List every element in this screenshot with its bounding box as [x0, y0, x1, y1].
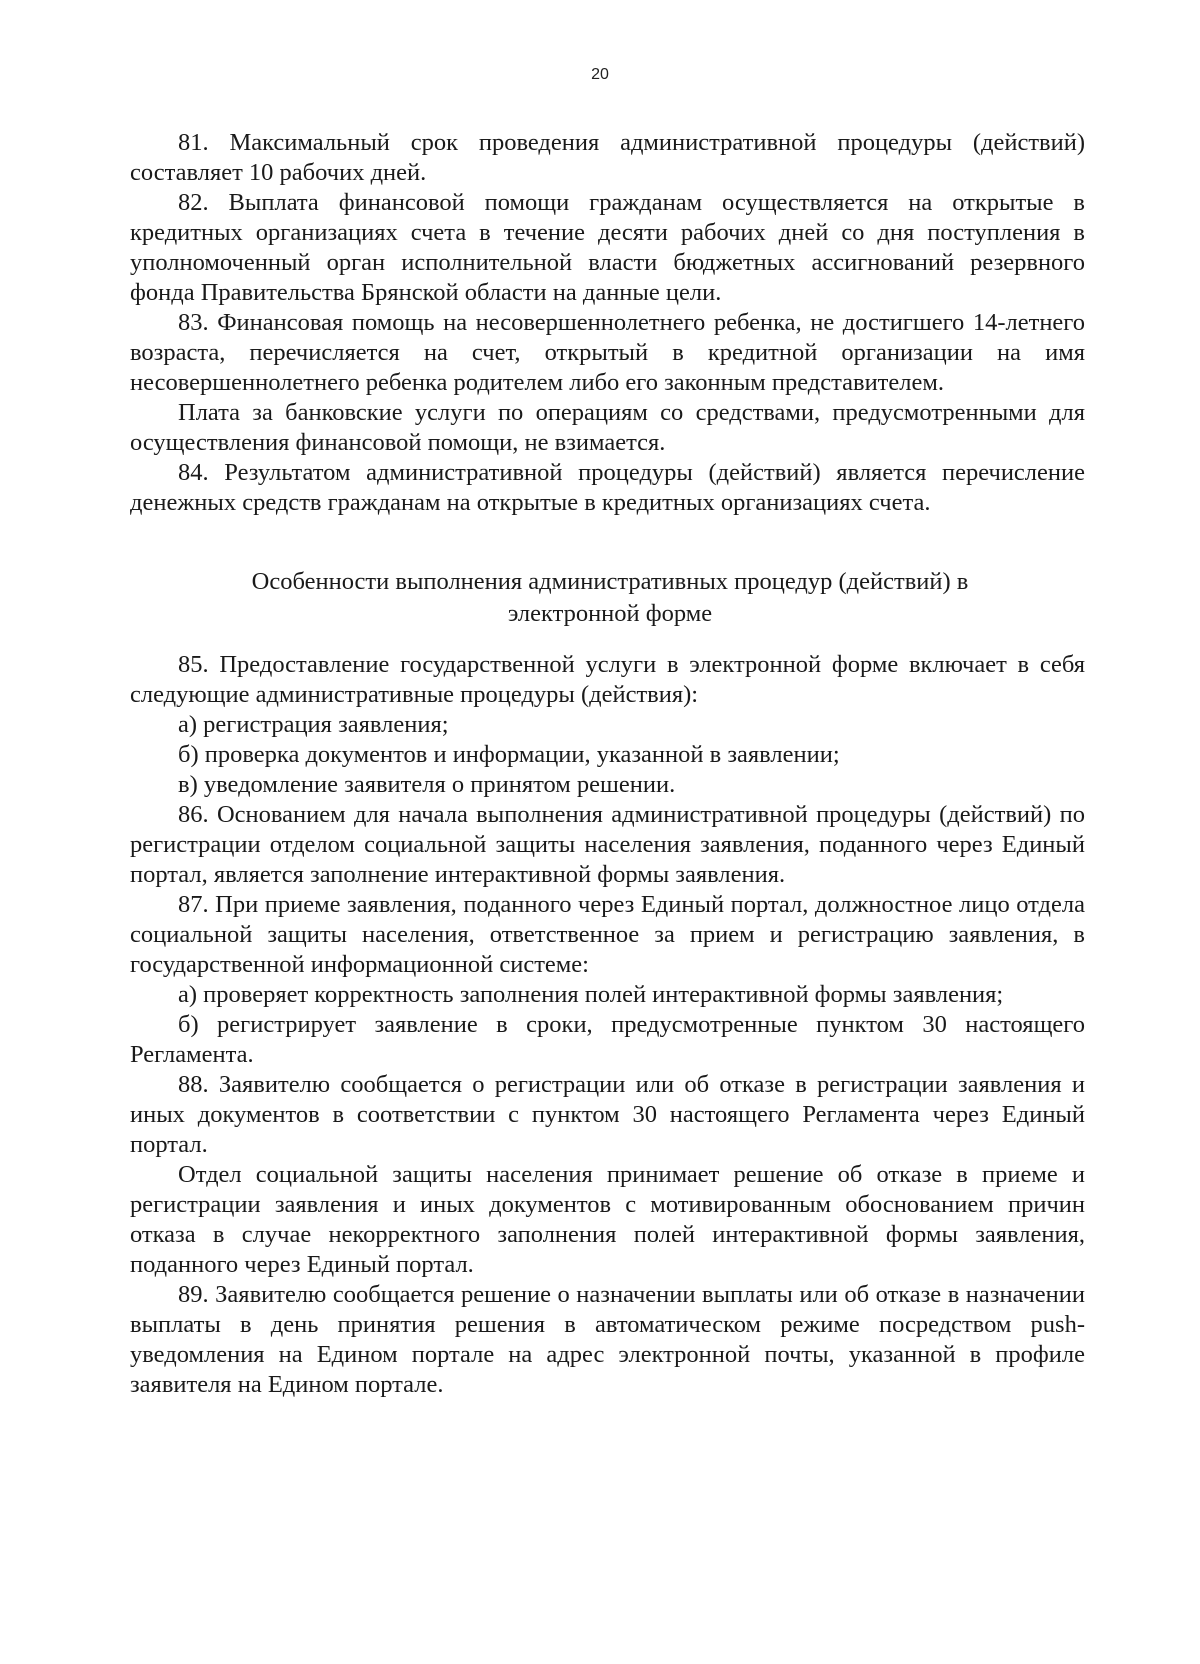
paragraph-87-item-b: б) регистрирует заявление в сроки, предусмотренные пунктом 30 настоящего Регламента. — [130, 1011, 1085, 1068]
paragraph-87: 87. При приеме заявления, поданного через Единый портал, должностное лицо отдела социальной защиты населения, ответственное за прием и регистрацию заявления, в государственной информационной системе: — [130, 891, 1085, 978]
paragraph-85-item-a: а) регистрация заявления; — [178, 711, 449, 738]
paragraph-85: 85. Предоставление государственной услуги в электронной форме включает в себя следующие административные процедуры (действия): — [130, 651, 1085, 708]
paragraph-88: 88. Заявителю сообщается о регистрации или об отказе в регистрации заявления и иных документов в соответствии с пунктом 30 настоящего Регламента через Единый портал. — [130, 1071, 1085, 1158]
section-heading-line-2: электронной форме — [507, 600, 713, 627]
paragraphs-top — [130, 128, 1085, 518]
paragraph-81: 81. Максимальный срок проведения административной процедуры (действий) составляет 10 рабочих дней. — [130, 129, 1085, 186]
section-heading-line-1: Особенности выполнения административных процедур (действий) в — [251, 568, 969, 595]
paragraph-83-fee: Плата за банковские услуги по операциям со средствами, предусмотренными для осуществления финансовой помощи, не взимается. — [130, 399, 1085, 456]
paragraphs-bottom — [130, 650, 1085, 1400]
section-heading — [180, 566, 1040, 630]
page-number: 20 — [591, 66, 609, 83]
paragraph-89: 89. Заявителю сообщается решение о назначении выплаты или об отказе в назначении выплаты в день принятия решения в автоматическом режиме посредством push-уведомления на Едином портале на адрес электронной почты, указанной в профиле заявителя на Едином портале. — [130, 1281, 1085, 1398]
paragraph-85-item-c: в) уведомление заявителя о принятом решении. — [178, 771, 676, 798]
paragraph-82: 82. Выплата финансовой помощи гражданам осуществляется на открытые в кредитных организациях счета в течение десяти рабочих дней со дня поступления в уполномоченный орган исполнительной власти бюджетных ассигнований резервного фонда Правительства Брянской области на данные цели. — [130, 189, 1085, 306]
paragraph-84: 84. Результатом административной процедуры (действий) является перечисление денежных средств гражданам на открытые в кредитных организациях счета. — [130, 459, 1085, 516]
paragraph-83: 83. Финансовая помощь на несовершеннолетнего ребенка, не достигшего 14-летнего возраста, перечисляется на счет, открытый в кредитной организации на имя несовершеннолетнего ребенка родителем либо его законным представителем. — [130, 309, 1085, 396]
paragraph-85-item-b: б) проверка документов и информации, указанной в заявлении; — [178, 741, 840, 768]
paragraph-88-refusal: Отдел социальной защиты населения принимает решение об отказе в приеме и регистрации заявления и иных документов с мотивированным обоснованием причин отказа в случае некорректного заполнения полей интерактивной формы заявления, поданного через Единый портал. — [130, 1161, 1085, 1278]
paragraph-86: 86. Основанием для начала выполнения административной процедуры (действий) по регистрации отделом социальной защиты населения заявления, поданного через Единый портал, является заполнение интерактивной формы заявления. — [130, 801, 1085, 888]
paragraph-87-item-a: а) проверяет корректность заполнения полей интерактивной формы заявления; — [178, 981, 1004, 1008]
